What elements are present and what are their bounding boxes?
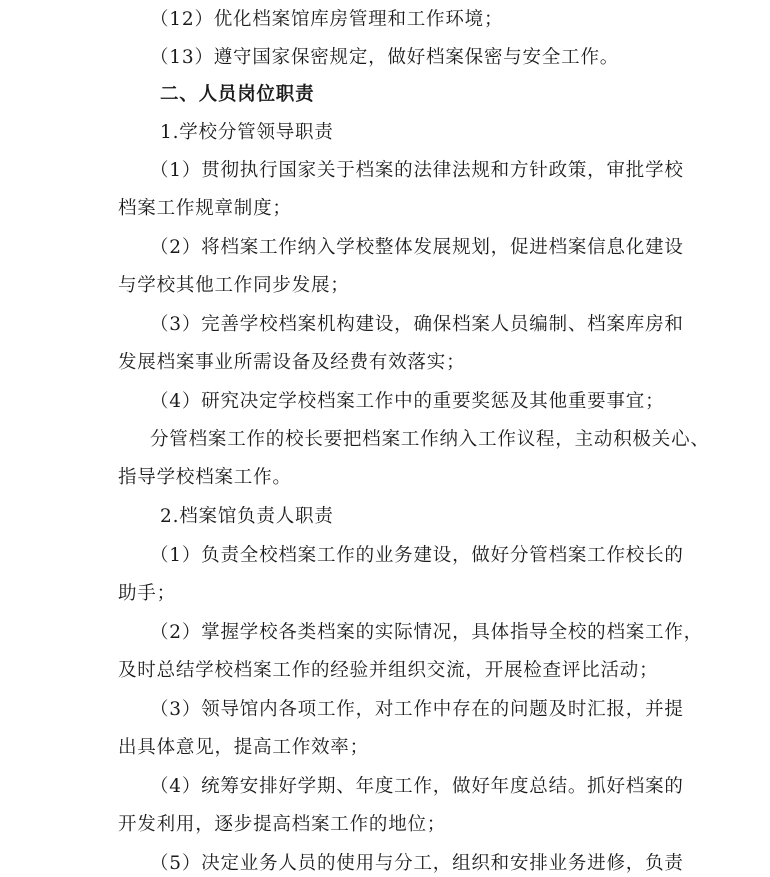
text-line: （4）研究决定学校档案工作中的重要奖惩及其他重要事宜；	[150, 391, 665, 412]
section-heading: 二、人员岗位职责	[160, 84, 315, 105]
text-line: 开发利用，逐步提高档案工作的地位；	[118, 814, 447, 835]
subsection-heading: 1.学校分管领导职责	[160, 122, 334, 143]
text-line: 指导学校档案工作。	[118, 467, 292, 488]
subsection-heading: 2.档案馆负责人职责	[160, 506, 334, 527]
text-line: 发展档案事业所需设备及经费有效落实；	[118, 352, 466, 373]
text-line: 分管档案工作的校长要把档案工作纳入工作议程，主动积极关心、	[150, 429, 710, 450]
text-line: 助手；	[118, 583, 176, 604]
text-line: （13）遵守国家保密规定，做好档案保密与安全工作。	[150, 47, 620, 68]
text-line: 出具体意见，提高工作效率；	[118, 737, 369, 758]
text-line: 与学校其他工作同步发展；	[118, 275, 350, 296]
text-line: （1）负责全校档案工作的业务建设，做好分管档案工作校长的	[150, 545, 684, 566]
text-line: （4）统筹安排好学期、年度工作，做好年度总结。抓好档案的	[150, 776, 684, 797]
text-line: 档案工作规章制度；	[118, 198, 292, 219]
text-line: （5）决定业务人员的使用与分工，组织和安排业务进修，负责	[150, 853, 684, 874]
text-line: （2）将档案工作纳入学校整体发展规划，促进档案信息化建设	[150, 237, 684, 258]
text-line: （3）完善学校档案机构建设，确保档案人员编制、档案库房和	[150, 314, 684, 335]
text-line: （1）贯彻执行国家关于档案的法律法规和方针政策，审批学校	[150, 160, 684, 181]
text-line: （12）优化档案馆库房管理和工作环境；	[150, 9, 504, 30]
text-line: 及时总结学校档案工作的经验并组织交流，开展检查评比活动；	[118, 660, 659, 681]
text-line: （2）掌握学校各类档案的实际情况，具体指导全校的档案工作，	[150, 622, 703, 643]
text-line: （3）领导馆内各项工作，对工作中存在的问题及时汇报，并提	[150, 699, 684, 720]
